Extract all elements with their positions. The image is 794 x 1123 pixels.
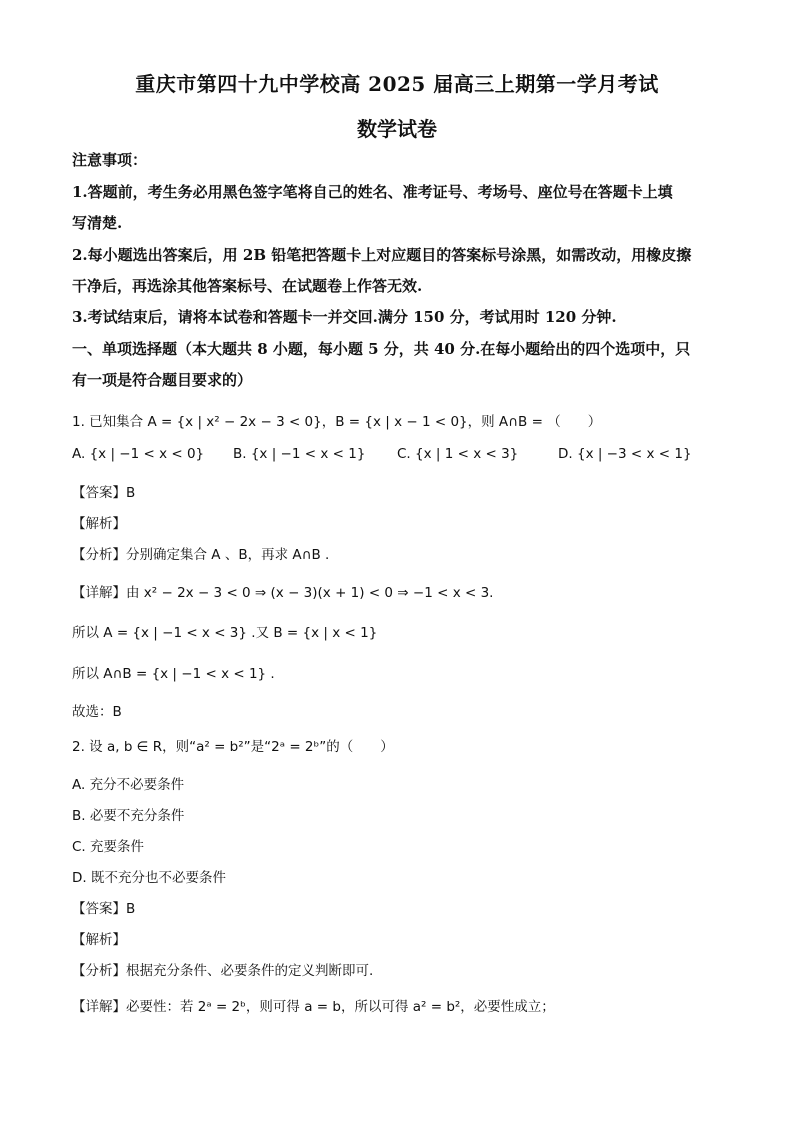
- section-heading-line-1: 一、单项选择题（本大题共 8 小题，每小题 5 分，共 40 分.在每小题给出的四个选项中，只: [72, 340, 691, 358]
- q1-option-c: C. {x | 1 < x < 3}: [397, 446, 519, 462]
- q1-option-a: A. {x | −1 < x < 0}: [72, 446, 205, 462]
- q1-step-1: 所以 A = {x | −1 < x < 3} .又 B = {x | x < 1}: [72, 625, 378, 641]
- q2-answer: 【答案】B: [72, 901, 136, 917]
- q1-option-b: B. {x | −1 < x < 1}: [233, 446, 366, 462]
- note-1-line-2: 写清楚.: [72, 214, 123, 232]
- q1-option-d: D. {x | −3 < x < 1}: [558, 446, 692, 462]
- q1-step-2: 所以 A∩B = {x | −1 < x < 1} .: [72, 666, 275, 682]
- q1-choice: 故选：B: [72, 704, 122, 720]
- note-2-line-2: 干净后，再选涂其他答案标号、在试题卷上作答无效.: [72, 277, 423, 295]
- exam-subtitle: 数学试卷: [357, 117, 437, 141]
- q2-option-b: B. 必要不充分条件: [72, 808, 185, 824]
- notes-heading: 注意事项：: [72, 151, 148, 169]
- q1-stem: 1. 已知集合 A = {x | x² − 2x − 3 < 0}，B = {x | x − 1 < 0}，则 A∩B = （ ）: [72, 414, 602, 430]
- q1-answer: 【答案】B: [72, 485, 136, 501]
- q2-stem: 2. 设 a, b ∈ R，则“a² = b²”是“2ᵃ = 2ᵇ”的（ ）: [72, 739, 394, 755]
- q2-option-a: A. 充分不必要条件: [72, 777, 185, 793]
- note-2-line-1: 2.每小题选出答案后，用 2B 铅笔把答题卡上对应题目的答案标号涂黑，如需改动，用橡皮擦: [72, 246, 692, 264]
- q2-xiangjie: 【详解】必要性：若 2ᵃ = 2ᵇ，则可得 a = b，所以可得 a² = b²，必要性成立；: [72, 999, 555, 1015]
- note-3: 3.考试结束后，请将本试卷和答题卡一并交回.满分 150 分，考试用时 120 分钟.: [72, 308, 617, 326]
- note-1-line-1: 1.答题前，考生务必用黑色签字笔将自己的姓名、准考证号、考场号、座位号在答题卡上填: [72, 183, 673, 201]
- exam-title: 重庆市第四十九中学校高 2025 届高三上期第一学月考试: [135, 72, 659, 96]
- q2-analysis-label: 【解析】: [72, 932, 126, 948]
- q1-fenxi: 【分析】分别确定集合 A 、B，再求 A∩B .: [72, 547, 330, 563]
- q1-analysis-label: 【解析】: [72, 516, 126, 532]
- q2-option-d: D. 既不充分也不必要条件: [72, 870, 226, 886]
- section-heading-line-2: 有一项是符合题目要求的）: [72, 371, 253, 389]
- q2-option-c: C. 充要条件: [72, 839, 145, 855]
- q2-fenxi: 【分析】根据充分条件、必要条件的定义判断即可.: [72, 963, 374, 979]
- q1-xiangjie: 【详解】由 x² − 2x − 3 < 0 ⇒ (x − 3)(x + 1) < 0 ⇒ −1 < x < 3.: [72, 585, 494, 601]
